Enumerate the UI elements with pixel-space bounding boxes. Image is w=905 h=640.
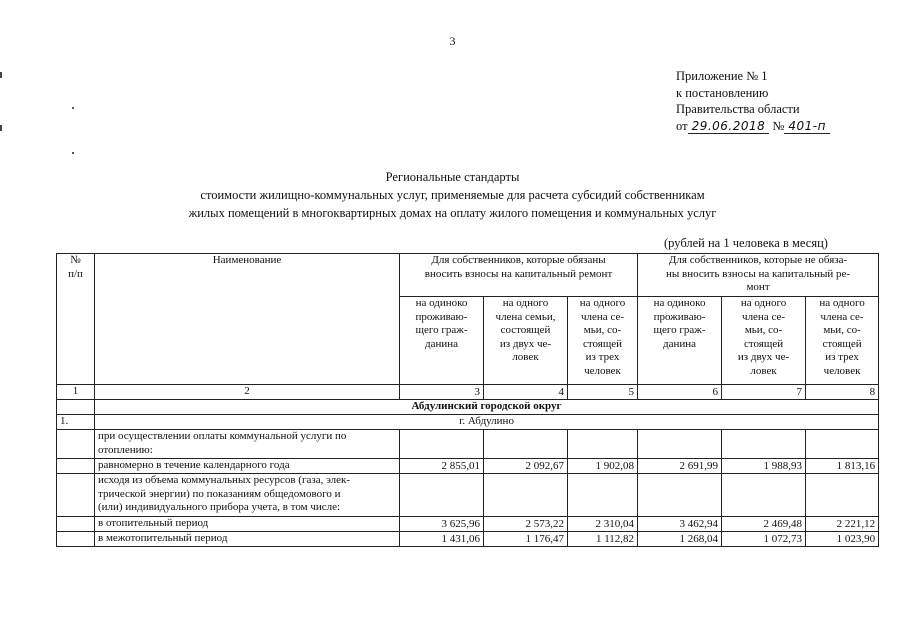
empty-cell (57, 400, 95, 415)
sub-header-two: на одного члена семьи, состоящей из двух че- ловек (484, 297, 568, 385)
page-number: 3 (449, 34, 456, 48)
empty-cell (568, 474, 638, 517)
city-number: 1. (57, 415, 95, 430)
empty-cell (57, 459, 95, 474)
table-cell: 2 469,48 (722, 517, 806, 532)
handwritten-date: 29.06.2018 (688, 119, 770, 134)
empty-cell (57, 430, 95, 459)
table-cell: 2 092,67 (484, 459, 568, 474)
empty-cell (400, 430, 484, 459)
table-row (57, 474, 879, 517)
col-number: 2 (95, 385, 400, 400)
group-not-obliged-header: Для собственников, которые не обяза- ны вносить взносы на капитальный ре- монт (638, 254, 879, 297)
heating-label: при осуществлении оплаты коммунальной услуги по отоплению: (95, 430, 400, 459)
empty-cell (568, 430, 638, 459)
col-name-header: Наименование (95, 254, 400, 385)
table-cell: 3 625,96 (400, 517, 484, 532)
table-row (57, 459, 879, 474)
handwritten-number: 401-п (784, 119, 830, 134)
table-cell: 1 072,73 (722, 532, 806, 547)
empty-cell (484, 430, 568, 459)
units-note: (рублей на 1 человека в месяц) (664, 236, 828, 250)
col-number: 6 (638, 385, 722, 400)
table-cell: 1 988,93 (722, 459, 806, 474)
meter-label: исходя из объема коммунальных ресурсов (газа, элек- трической энергии) по показаниям общедомового и (или) индивидуального прибора учета, в том числе: (95, 474, 400, 517)
number-prefix: № (772, 118, 785, 133)
table-cell: 1 268,04 (638, 532, 722, 547)
empty-cell (57, 474, 95, 517)
scan-margin-mark (0, 72, 2, 78)
col-number: 8 (806, 385, 879, 400)
sub-header-two: на одного члена се- мьи, со- стоящей из двух че- ловек (722, 297, 806, 385)
table-cell: 1 023,90 (806, 532, 879, 547)
scan-margin-mark (0, 125, 2, 131)
empty-cell (722, 430, 806, 459)
table-cell: 1 902,08 (568, 459, 638, 474)
col-num-header: № п/п (57, 254, 95, 385)
table-cell: 3 462,94 (638, 517, 722, 532)
table-cell: 2 855,01 (400, 459, 484, 474)
date-prefix: от (676, 118, 688, 133)
col-number: 5 (568, 385, 638, 400)
table-cell: 1 813,16 (806, 459, 879, 474)
title-line3: жилых помещений в многоквартирных домах на оплату жилого помещения и коммунальных услуг (188, 206, 717, 220)
appendix-line3: Правительства области (676, 102, 800, 116)
scan-speck (72, 107, 74, 109)
column-numbers-row (57, 385, 879, 400)
document-title (0, 168, 905, 222)
region-name: Абдулинский городской округ (95, 400, 879, 415)
col-number: 3 (400, 385, 484, 400)
scan-speck (72, 152, 74, 154)
table-cell: 1 112,82 (568, 532, 638, 547)
empty-cell (484, 474, 568, 517)
region-row (57, 400, 879, 415)
row-label: в межотопительный период (95, 532, 400, 547)
table-row (57, 430, 879, 459)
title-line1: Региональные стандарты (385, 170, 520, 184)
empty-cell (638, 430, 722, 459)
appendix-line2: к постановлению (676, 85, 769, 100)
table-cell: 1 431,06 (400, 532, 484, 547)
appendix-dateline (676, 118, 830, 135)
empty-cell (806, 430, 879, 459)
empty-cell (400, 474, 484, 517)
sub-header-single: на одиноко проживаю- щего граж- данина (638, 297, 722, 385)
col-number: 7 (722, 385, 806, 400)
empty-cell (638, 474, 722, 517)
empty-cell (806, 474, 879, 517)
empty-cell (57, 532, 95, 547)
city-row (57, 415, 879, 430)
table-cell: 2 221,12 (806, 517, 879, 532)
row-label: в отопительный период (95, 517, 400, 532)
col-number: 1 (57, 385, 95, 400)
empty-cell (722, 474, 806, 517)
empty-cell (57, 517, 95, 532)
table-cell: 2 310,04 (568, 517, 638, 532)
table-row (57, 517, 879, 532)
appendix-line1: Приложение № 1 (676, 69, 768, 83)
appendix-block (676, 68, 830, 134)
table-cell: 2 573,22 (484, 517, 568, 532)
sub-header-three: на одного члена се- мьи, со- стоящей из трех человек (806, 297, 879, 385)
table-cell: 2 691,99 (638, 459, 722, 474)
row-label: равномерно в течение календарного года (95, 459, 400, 474)
sub-header-three: на одного члена се- мьи, со- стоящей из трех человек (568, 297, 638, 385)
sub-header-single: на одиноко проживаю- щего граж- данина (400, 297, 484, 385)
group-obliged-header: Для собственников, которые обязаны вносить взносы на капитальный ремонт (400, 254, 638, 297)
title-line2: стоимости жилищно-коммунальных услуг, применяемые для расчета субсидий собственникам (200, 188, 705, 202)
table-row (57, 532, 879, 547)
table-header-row (57, 254, 879, 297)
col-number: 4 (484, 385, 568, 400)
standards-table (56, 253, 879, 547)
table-cell: 1 176,47 (484, 532, 568, 547)
city-name: г. Абдулино (95, 415, 879, 430)
